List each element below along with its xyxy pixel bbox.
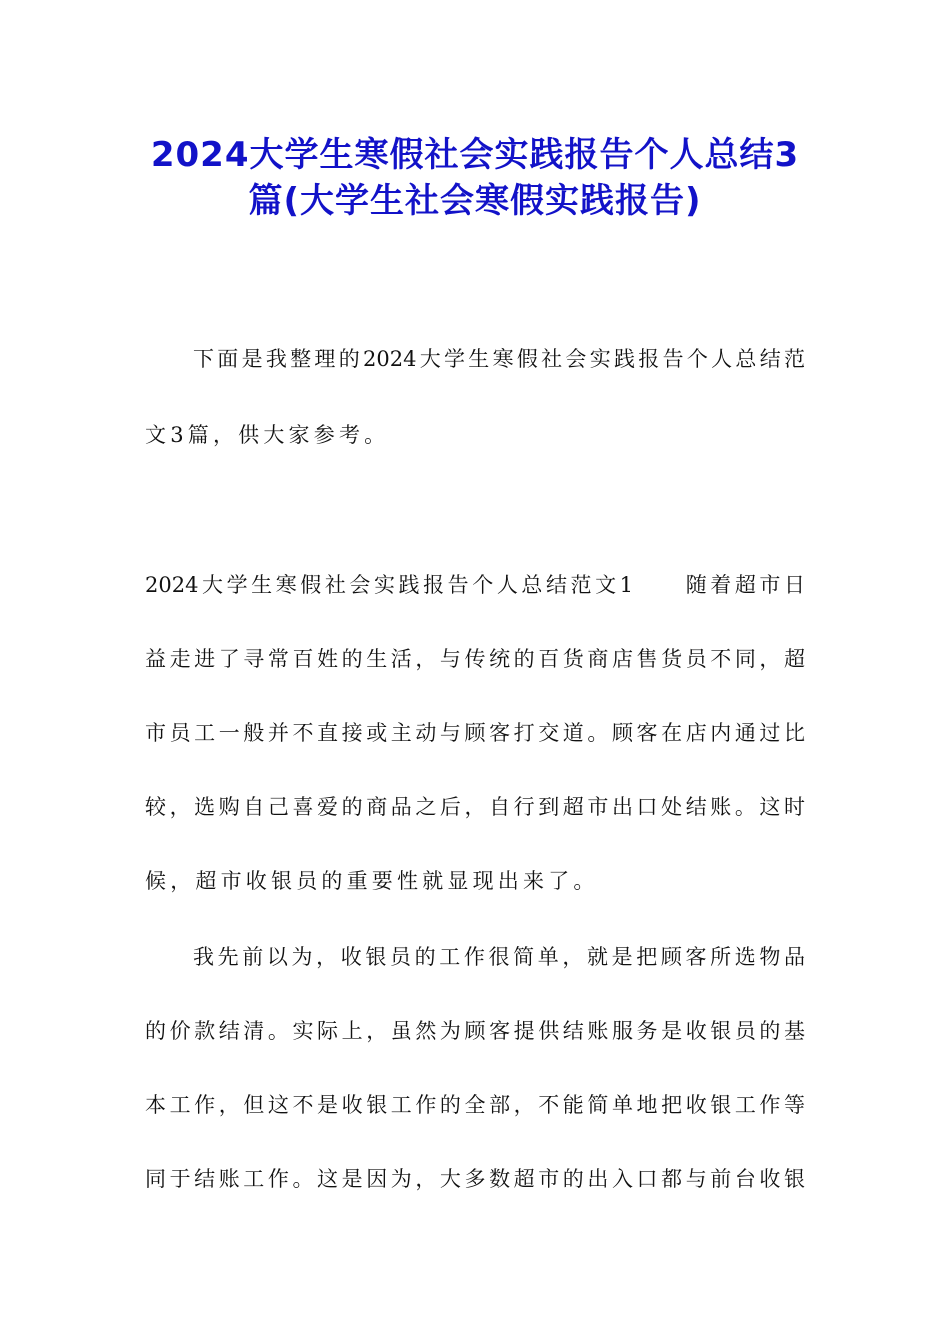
section1-line-5: 候，超市收银员的重要性就显现出来了。: [145, 869, 599, 893]
section1-line-2: 益走进了寻常百姓的生活，与传统的百货商店售货员不同，超: [145, 647, 805, 671]
intro-line-2: 文3篇，供大家参考。: [145, 423, 390, 447]
document-title-line-2: 篇(大学生社会寒假实践报告): [248, 181, 702, 221]
section2-line-2: 的价款结清。实际上，虽然为顾客提供结账服务是收银员的基: [145, 1019, 805, 1043]
section1-line-3: 市员工一般并不直接或主动与顾客打交道。顾客在店内通过比: [145, 721, 805, 745]
document-title-line-1: 2024大学生寒假社会实践报告个人总结3: [150, 135, 800, 175]
section1-line-4: 较，选购自己喜爱的商品之后，自行到超市出口处结账。这时: [145, 795, 805, 819]
section2-line-1: 我先前以为，收银员的工作很简单，就是把顾客所选物品: [193, 945, 805, 969]
section2-line-3: 本工作，但这不是收银工作的全部，不能简单地把收银工作等: [145, 1093, 805, 1117]
intro-line-1: 下面是我整理的2024大学生寒假社会实践报告个人总结范: [193, 347, 805, 371]
section2-line-4: 同于结账工作。这是因为，大多数超市的出入口都与前台收银: [145, 1167, 805, 1191]
section1-line-1: 2024大学生寒假社会实践报告个人总结范文1 随着超市日: [145, 573, 805, 597]
